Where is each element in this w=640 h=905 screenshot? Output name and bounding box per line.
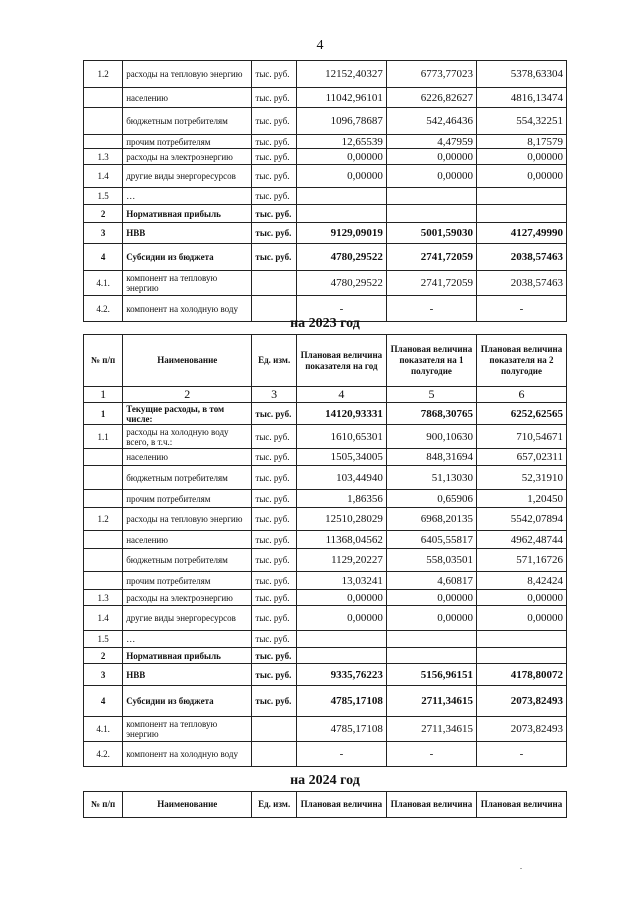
row-unit: тыс. руб. bbox=[252, 425, 296, 449]
value-h1: 2711,34615 bbox=[386, 717, 476, 742]
value-year: - bbox=[296, 296, 386, 322]
value-year: 1096,78687 bbox=[296, 108, 386, 135]
value-h2: 0,00000 bbox=[476, 165, 566, 188]
row-number: 4 bbox=[84, 686, 123, 717]
header-unit: Ед. изм. bbox=[252, 792, 296, 818]
table-row bbox=[84, 606, 567, 631]
row-unit: тыс. руб. bbox=[252, 244, 296, 271]
row-name: НВВ bbox=[123, 664, 252, 686]
table-2024 bbox=[83, 791, 567, 818]
row-name: бюджетным потребителям bbox=[123, 466, 252, 490]
value-h1 bbox=[386, 631, 476, 648]
year-2023-title: на 2023 год bbox=[290, 316, 360, 331]
row-name: Субсидии из бюджета bbox=[123, 686, 252, 717]
value-h2: 4816,13474 bbox=[476, 88, 566, 108]
value-h2: 2073,82493 bbox=[476, 717, 566, 742]
row-number: 2 bbox=[84, 205, 123, 223]
row-name: расходы на тепловую энергию bbox=[123, 61, 252, 88]
row-number: 1.3 bbox=[84, 590, 123, 606]
header-h2: Плановая величина показателя на 2 полугодие bbox=[476, 335, 566, 387]
row-number bbox=[84, 572, 123, 590]
row-unit: тыс. руб. bbox=[252, 165, 296, 188]
page-number: 4 bbox=[316, 38, 324, 53]
row-unit bbox=[252, 742, 296, 767]
value-h2: 6252,62565 bbox=[476, 403, 566, 425]
value-year: 4780,29522 bbox=[296, 271, 386, 296]
value-h1: 0,65906 bbox=[386, 490, 476, 508]
index-cell: 5 bbox=[386, 387, 476, 403]
value-h1: 6226,82627 bbox=[386, 88, 476, 108]
table-row bbox=[84, 549, 567, 572]
table-row bbox=[84, 717, 567, 742]
value-h1: 7868,30765 bbox=[386, 403, 476, 425]
header-year: Плановая величина bbox=[296, 792, 386, 818]
value-h1: 4,60817 bbox=[386, 572, 476, 590]
table-row bbox=[84, 490, 567, 508]
table-row bbox=[84, 508, 567, 531]
value-h2: 0,00000 bbox=[476, 590, 566, 606]
row-unit: тыс. руб. bbox=[252, 549, 296, 572]
row-number bbox=[84, 466, 123, 490]
row-number bbox=[84, 449, 123, 466]
table-row bbox=[84, 135, 567, 149]
row-name: другие виды энергоресурсов bbox=[123, 606, 252, 631]
value-year: 0,00000 bbox=[296, 165, 386, 188]
row-unit: тыс. руб. bbox=[252, 449, 296, 466]
row-number: 2 bbox=[84, 648, 123, 664]
value-h2: 657,02311 bbox=[476, 449, 566, 466]
value-h1: 6405,55817 bbox=[386, 531, 476, 549]
header-number: № п/п bbox=[84, 335, 123, 387]
value-h2 bbox=[476, 205, 566, 223]
value-h1: 0,00000 bbox=[386, 149, 476, 165]
row-number: 4 bbox=[84, 244, 123, 271]
table-continuation bbox=[83, 60, 567, 322]
row-number: 1.4 bbox=[84, 165, 123, 188]
value-year: 14120,93331 bbox=[296, 403, 386, 425]
row-name: прочим потребителям bbox=[123, 572, 252, 590]
index-cell: 3 bbox=[252, 387, 296, 403]
row-number: 1.3 bbox=[84, 149, 123, 165]
value-h2 bbox=[476, 188, 566, 205]
header-h1: Плановая величина bbox=[386, 792, 476, 818]
header-unit: Ед. изм. bbox=[252, 335, 296, 387]
row-name: расходы на тепловую энергию bbox=[123, 508, 252, 531]
value-year: 4785,17108 bbox=[296, 686, 386, 717]
value-h1 bbox=[386, 188, 476, 205]
row-name: другие виды энергоресурсов bbox=[123, 165, 252, 188]
value-h2: 571,16726 bbox=[476, 549, 566, 572]
value-year: 12510,28029 bbox=[296, 508, 386, 531]
header-name: Наименование bbox=[123, 335, 252, 387]
value-year: - bbox=[296, 742, 386, 767]
value-h1: 0,00000 bbox=[386, 165, 476, 188]
row-unit: тыс. руб. bbox=[252, 686, 296, 717]
row-unit: тыс. руб. bbox=[252, 88, 296, 108]
value-year: 0,00000 bbox=[296, 606, 386, 631]
value-h1: 2741,72059 bbox=[386, 244, 476, 271]
row-unit: тыс. руб. bbox=[252, 490, 296, 508]
table-row bbox=[84, 108, 567, 135]
value-h2: 5378,63304 bbox=[476, 61, 566, 88]
value-h2: 1,20450 bbox=[476, 490, 566, 508]
value-h1: - bbox=[386, 296, 476, 322]
row-unit bbox=[252, 271, 296, 296]
table-row bbox=[84, 590, 567, 606]
table-row bbox=[84, 403, 567, 425]
row-unit: тыс. руб. bbox=[252, 108, 296, 135]
value-year bbox=[296, 188, 386, 205]
row-number: 4.1. bbox=[84, 271, 123, 296]
table-row bbox=[84, 425, 567, 449]
header-h2: Плановая величина bbox=[476, 792, 566, 818]
value-h1: 6968,20135 bbox=[386, 508, 476, 531]
table-row bbox=[84, 271, 567, 296]
row-name: НВВ bbox=[123, 223, 252, 244]
row-number: 1.2 bbox=[84, 61, 123, 88]
row-name: компонент на тепловую энергию bbox=[123, 717, 252, 742]
value-year: 11042,96101 bbox=[296, 88, 386, 108]
value-h2 bbox=[476, 648, 566, 664]
row-number: 3 bbox=[84, 223, 123, 244]
value-year bbox=[296, 631, 386, 648]
row-name: расходы на холодную воду всего, в т.ч.: bbox=[123, 425, 252, 449]
row-unit: тыс. руб. bbox=[252, 508, 296, 531]
table-2023 bbox=[83, 334, 567, 767]
value-h1: 4,47959 bbox=[386, 135, 476, 149]
value-h1 bbox=[386, 205, 476, 223]
table-row bbox=[84, 188, 567, 205]
row-number bbox=[84, 549, 123, 572]
row-unit: тыс. руб. bbox=[252, 149, 296, 165]
value-year: 1,86356 bbox=[296, 490, 386, 508]
row-unit: тыс. руб. bbox=[252, 631, 296, 648]
row-name: Нормативная прибыль bbox=[123, 205, 252, 223]
value-year bbox=[296, 205, 386, 223]
row-number bbox=[84, 490, 123, 508]
value-h2: - bbox=[476, 296, 566, 322]
value-h1: 542,46436 bbox=[386, 108, 476, 135]
value-h2: 0,00000 bbox=[476, 606, 566, 631]
value-h1: 2711,34615 bbox=[386, 686, 476, 717]
row-unit: тыс. руб. bbox=[252, 606, 296, 631]
table-row bbox=[84, 205, 567, 223]
value-year: 9335,76223 bbox=[296, 664, 386, 686]
table-row bbox=[84, 631, 567, 648]
row-name: прочим потребителям bbox=[123, 135, 252, 149]
value-year: 9129,09019 bbox=[296, 223, 386, 244]
value-h1: 0,00000 bbox=[386, 606, 476, 631]
value-h2: 554,32251 bbox=[476, 108, 566, 135]
table-row bbox=[84, 165, 567, 188]
row-name: компонент на холодную воду bbox=[123, 742, 252, 767]
header-year: Плановая величина показателя на год bbox=[296, 335, 386, 387]
row-number: 4.1. bbox=[84, 717, 123, 742]
row-number: 4.2. bbox=[84, 742, 123, 767]
row-unit: тыс. руб. bbox=[252, 466, 296, 490]
row-name: расходы на электроэнергию bbox=[123, 590, 252, 606]
table-row bbox=[84, 742, 567, 767]
value-h1: 6773,77023 bbox=[386, 61, 476, 88]
row-unit: тыс. руб. bbox=[252, 572, 296, 590]
table-row bbox=[84, 466, 567, 490]
row-number bbox=[84, 88, 123, 108]
row-number bbox=[84, 108, 123, 135]
value-year: 1505,34005 bbox=[296, 449, 386, 466]
row-name: … bbox=[123, 188, 252, 205]
value-h2: 2038,57463 bbox=[476, 271, 566, 296]
index-cell: 6 bbox=[476, 387, 566, 403]
header-name: Наименование bbox=[123, 792, 252, 818]
row-unit bbox=[252, 717, 296, 742]
value-h2: 0,00000 bbox=[476, 149, 566, 165]
row-number: 3 bbox=[84, 664, 123, 686]
table-row bbox=[84, 449, 567, 466]
header-number: № п/п bbox=[84, 792, 123, 818]
value-h2: 8,42424 bbox=[476, 572, 566, 590]
row-name: населению bbox=[123, 449, 252, 466]
value-year: 4780,29522 bbox=[296, 244, 386, 271]
row-name: населению bbox=[123, 88, 252, 108]
value-year: 1129,20227 bbox=[296, 549, 386, 572]
row-unit: тыс. руб. bbox=[252, 590, 296, 606]
value-h1: 51,13030 bbox=[386, 466, 476, 490]
value-h2: 2038,57463 bbox=[476, 244, 566, 271]
index-cell: 2 bbox=[123, 387, 252, 403]
value-year: 12152,40327 bbox=[296, 61, 386, 88]
value-h2: 4962,48744 bbox=[476, 531, 566, 549]
value-h2: 710,54671 bbox=[476, 425, 566, 449]
value-h2: 5542,07894 bbox=[476, 508, 566, 531]
table-row bbox=[84, 88, 567, 108]
row-name: населению bbox=[123, 531, 252, 549]
row-number bbox=[84, 135, 123, 149]
value-h2: 8,17579 bbox=[476, 135, 566, 149]
value-h1: 558,03501 bbox=[386, 549, 476, 572]
row-name: прочим потребителям bbox=[123, 490, 252, 508]
row-unit: тыс. руб. bbox=[252, 61, 296, 88]
table-row bbox=[84, 531, 567, 549]
row-number: 4.2. bbox=[84, 296, 123, 322]
value-h1: 5001,59030 bbox=[386, 223, 476, 244]
table-row bbox=[84, 244, 567, 271]
value-h2: 4178,80072 bbox=[476, 664, 566, 686]
row-unit: тыс. руб. bbox=[252, 403, 296, 425]
row-unit: тыс. руб. bbox=[252, 223, 296, 244]
row-unit: тыс. руб. bbox=[252, 531, 296, 549]
table-row bbox=[84, 664, 567, 686]
row-name: бюджетным потребителям bbox=[123, 108, 252, 135]
value-year: 0,00000 bbox=[296, 149, 386, 165]
row-name: компонент на тепловую энергию bbox=[123, 271, 252, 296]
index-cell: 1 bbox=[84, 387, 123, 403]
row-unit: тыс. руб. bbox=[252, 205, 296, 223]
row-name: расходы на электроэнергию bbox=[123, 149, 252, 165]
row-name: Субсидии из бюджета bbox=[123, 244, 252, 271]
table-row bbox=[84, 61, 567, 88]
table-row bbox=[84, 686, 567, 717]
value-h1: 900,10630 bbox=[386, 425, 476, 449]
value-h1: 2741,72059 bbox=[386, 271, 476, 296]
row-name: Нормативная прибыль bbox=[123, 648, 252, 664]
row-number: 1.5 bbox=[84, 631, 123, 648]
row-unit: тыс. руб. bbox=[252, 664, 296, 686]
value-h2 bbox=[476, 631, 566, 648]
table-row bbox=[84, 572, 567, 590]
row-number: 1.5 bbox=[84, 188, 123, 205]
table-row bbox=[84, 223, 567, 244]
row-unit: тыс. руб. bbox=[252, 648, 296, 664]
row-number bbox=[84, 531, 123, 549]
value-year: 12,65539 bbox=[296, 135, 386, 149]
table-row bbox=[84, 149, 567, 165]
row-number: 1.2 bbox=[84, 508, 123, 531]
scan-speck: . bbox=[520, 862, 522, 871]
row-unit: тыс. руб. bbox=[252, 135, 296, 149]
row-number: 1 bbox=[84, 403, 123, 425]
value-h1: - bbox=[386, 742, 476, 767]
table-row bbox=[84, 648, 567, 664]
value-h1: 5156,96151 bbox=[386, 664, 476, 686]
value-year: 1610,65301 bbox=[296, 425, 386, 449]
value-year: 11368,04562 bbox=[296, 531, 386, 549]
row-unit: тыс. руб. bbox=[252, 188, 296, 205]
header-h1: Плановая величина показателя на 1 полугодие bbox=[386, 335, 476, 387]
row-name: Текущие расходы, в том числе: bbox=[123, 403, 252, 425]
value-h2: 52,31910 bbox=[476, 466, 566, 490]
value-h2: 4127,49990 bbox=[476, 223, 566, 244]
value-h1: 848,31694 bbox=[386, 449, 476, 466]
value-h1 bbox=[386, 648, 476, 664]
row-number: 1.4 bbox=[84, 606, 123, 631]
year-2024-title: на 2024 год bbox=[290, 773, 360, 788]
row-name: компонент на холодную воду bbox=[123, 296, 252, 322]
row-name: … bbox=[123, 631, 252, 648]
row-number: 1.1 bbox=[84, 425, 123, 449]
value-year: 13,03241 bbox=[296, 572, 386, 590]
value-h2: 2073,82493 bbox=[476, 686, 566, 717]
value-year: 0,00000 bbox=[296, 590, 386, 606]
value-year: 4785,17108 bbox=[296, 717, 386, 742]
value-h1: 0,00000 bbox=[386, 590, 476, 606]
row-name: бюджетным потребителям bbox=[123, 549, 252, 572]
value-year: 103,44940 bbox=[296, 466, 386, 490]
value-year bbox=[296, 648, 386, 664]
value-h2: - bbox=[476, 742, 566, 767]
index-cell: 4 bbox=[296, 387, 386, 403]
